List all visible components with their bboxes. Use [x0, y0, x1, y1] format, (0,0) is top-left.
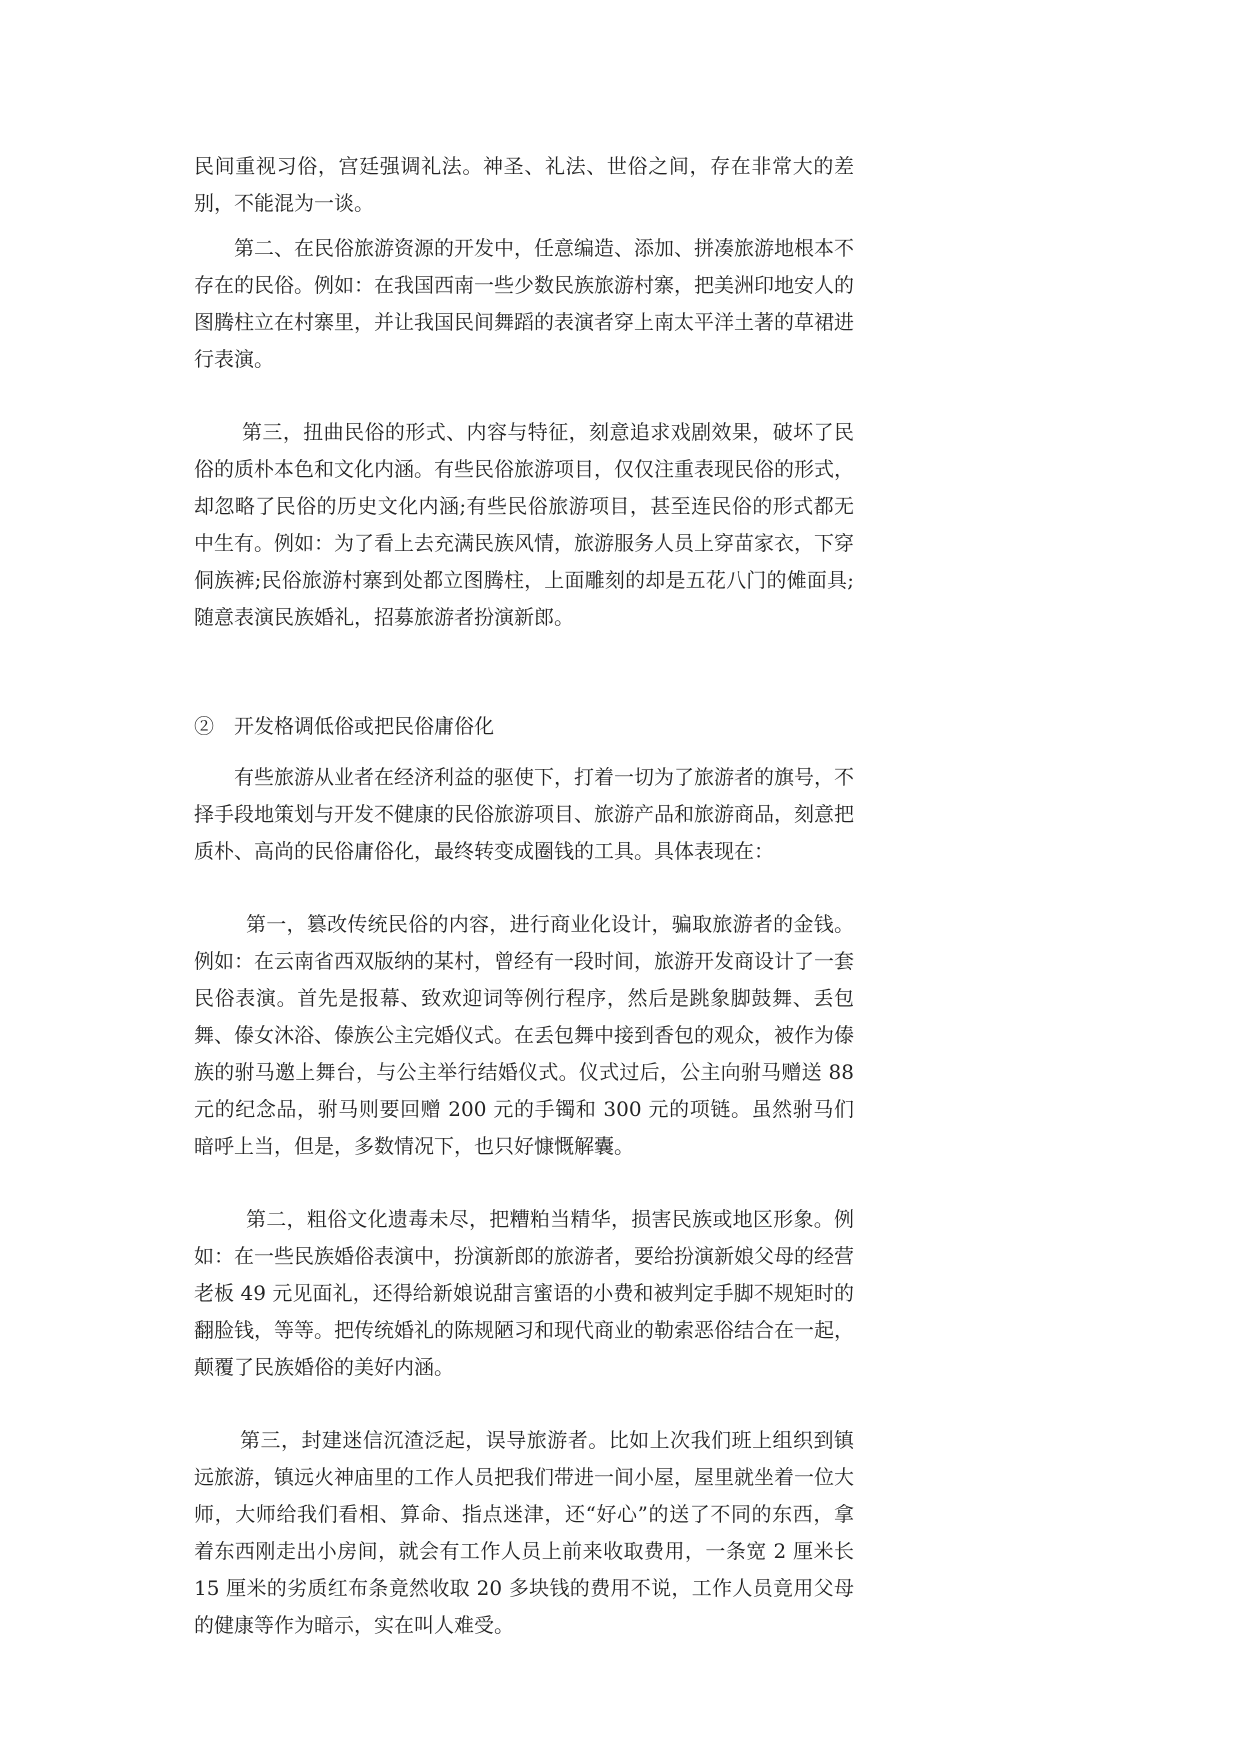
paragraph-3: 第三，扭曲民俗的形式、内容与特征，刻意追求戏剧效果，破坏了民俗的质朴本色和文化内涵。有些民俗旅游项目，仅仅注重表现民俗的形式，却忽略了民俗的历史文化内涵;有些民俗旅游项目，甚至连民俗的形式都无中生有。例如：为了看上去充满民族风情，旅游服务人员上穿苗家衣，下穿侗族裤;民俗旅游村寨到处都立图腾柱，上面雕刻的却是五花八门的傩面具;随意表演民族婚礼，招募旅游者扮演新郎。 — [194, 420, 854, 629]
paragraph-1: 民间重视习俗，宫廷强调礼法。神圣、礼法、世俗之间，存在非常大的差别，不能混为一谈。 — [194, 154, 854, 215]
paragraph-2: 第二、在民俗旅游资源的开发中，任意编造、添加、拼凑旅游地根本不存在的民俗。例如：在我国西南一些少数民族旅游村寨，把美洲印地安人的图腾柱立在村寨里，并让我国民间舞蹈的表演者穿上南太平洋土著的草裙进行表演。 — [194, 236, 854, 371]
paragraph-4: 有些旅游从业者在经济利益的驱使下，打着一切为了旅游者的旗号，不择手段地策划与开发不健康的民俗旅游项目、旅游产品和旅游商品，刻意把质朴、高尚的民俗庸俗化，最终转变成圈钱的工具。具体表现在： — [194, 765, 854, 863]
paragraph-7: 第三，封建迷信沉渣泛起，误导旅游者。比如上次我们班上组织到镇远旅游，镇远火神庙里的工作人员把我们带进一间小屋，屋里就坐着一位大师，大师给我们看相、算命、指点迷津，还“好心”的送了不同的东西，拿着东西刚走出小房间，就会有工作人员上前来收取费用，一条宽 2 厘米长 15 厘米的劣质红布条竟然收取 20 多块钱的费用不说，工作人员竟用父母的健康等作为暗示，实在叫人难受。 — [194, 1428, 854, 1637]
section-heading: ② 开发格调低俗或把民俗庸俗化 — [194, 714, 494, 738]
paragraph-6: 第二，粗俗文化遗毒未尽，把糟粕当精华，损害民族或地区形象。例如：在一些民族婚俗表演中，扮演新郎的旅游者，要给扮演新娘父母的经营老板 49 元见面礼，还得给新娘说甜言蜜语的小费和被判定手脚不规矩时的翻脸钱，等等。把传统婚礼的陈规陋习和现代商业的勒索恶俗结合在一起，颠覆了民族婚俗的美好内涵。 — [194, 1207, 854, 1379]
paragraph-5: 第一，篡改传统民俗的内容，进行商业化设计，骗取旅游者的金钱。例如：在云南省西双版纳的某村，曾经有一段时间，旅游开发商设计了一套民俗表演。首先是报幕、致欢迎词等例行程序，然后是跳象脚鼓舞、丢包舞、傣女沐浴、傣族公主完婚仪式。在丢包舞中接到香包的观众，被作为傣族的驸马邀上舞台，与公主举行结婚仪式。仪式过后，公主向驸马赠送 88 元的纪念品，驸马则要回赠 200 元的手镯和 300 元的项链。虽然驸马们暗呼上当，但是，多数情况下，也只好慷慨解囊。 — [194, 912, 854, 1158]
document-page — [194, 148, 854, 1644]
